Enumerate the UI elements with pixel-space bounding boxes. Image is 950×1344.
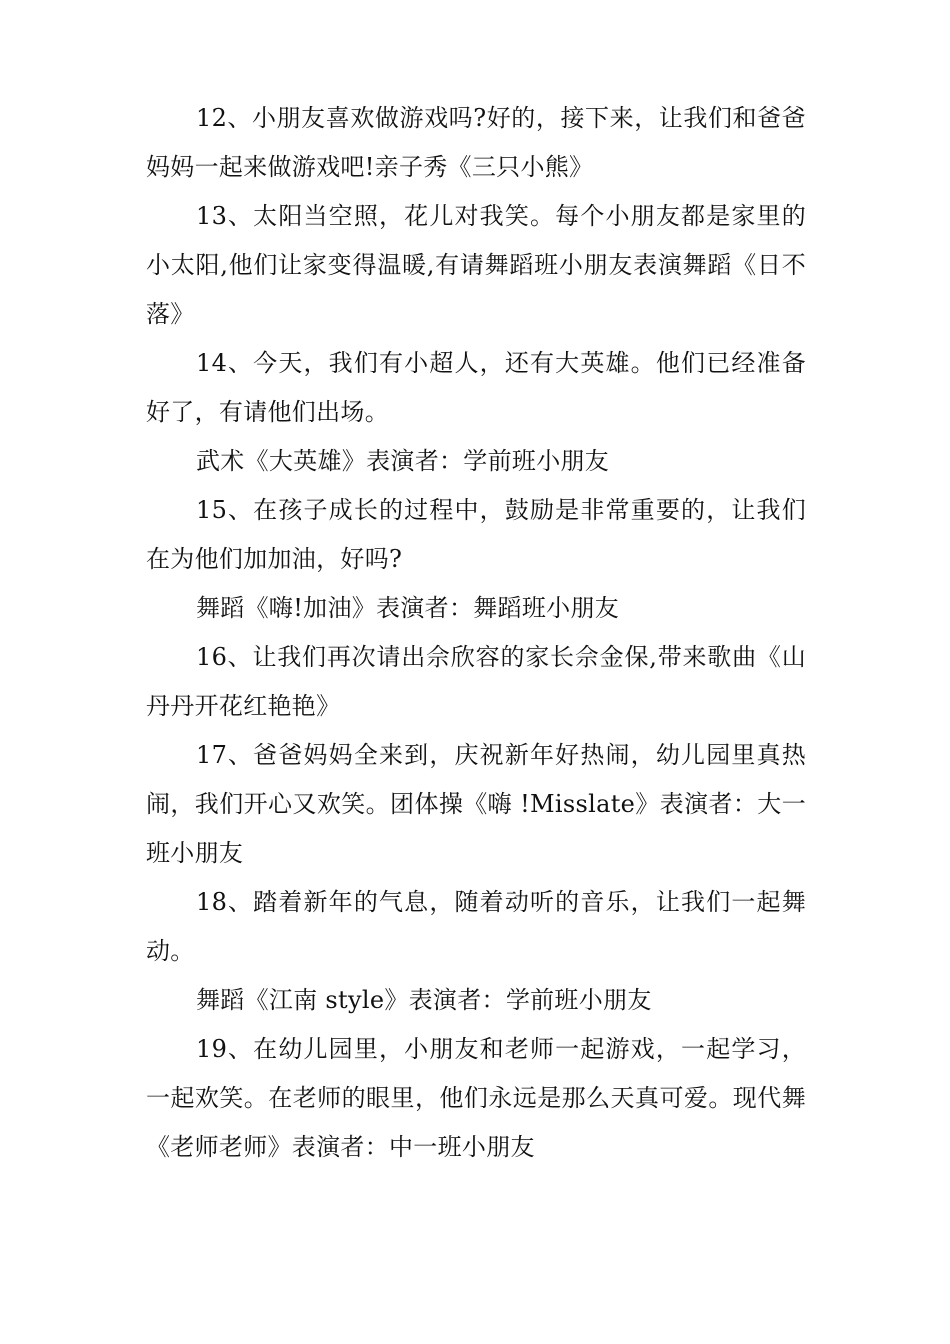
- document-body: [146, 94, 806, 1172]
- paragraph-17: 17、爸爸妈妈全来到，庆祝新年好热闹，幼儿园里真热闹，我们开心又欢笑。团体操《嗨 !Misslate》表演者：大一班小朋友: [146, 741, 806, 867]
- paragraph-16: 16、让我们再次请出佘欣容的家长佘金保,带来歌曲《山丹丹开花红艳艳》: [146, 643, 806, 720]
- paragraph-12: 12、小朋友喜欢做游戏吗?好的，接下来，让我们和爸爸妈妈一起来做游戏吧!亲子秀《三只小熊》: [146, 104, 806, 181]
- paragraph-14: 14、今天，我们有小超人，还有大英雄。他们已经准备好了，有请他们出场。: [146, 349, 806, 426]
- paragraph-19: 19、在幼儿园里，小朋友和老师一起游戏，一起学习，一起欢笑。在老师的眼里，他们永远是那么天真可爱。现代舞《老师老师》表演者：中一班小朋友: [146, 1035, 806, 1161]
- paragraph-15: 15、在孩子成长的过程中，鼓励是非常重要的，让我们在为他们加加油，好吗?: [146, 496, 806, 573]
- paragraph-18: 18、踏着新年的气息，随着动听的音乐，让我们一起舞动。: [146, 888, 806, 965]
- program-line-gangnam-style: 舞蹈《江南 style》表演者：学前班小朋友: [196, 986, 652, 1014]
- program-line-martial-arts: 武术《大英雄》表演者：学前班小朋友: [196, 447, 610, 475]
- paragraph-13: 13、太阳当空照，花儿对我笑。每个小朋友都是家里的小太阳,他们让家变得温暖,有请舞蹈班小朋友表演舞蹈《日不落》: [146, 202, 806, 328]
- program-line-dance-jiayou: 舞蹈《嗨!加油》表演者：舞蹈班小朋友: [196, 594, 620, 622]
